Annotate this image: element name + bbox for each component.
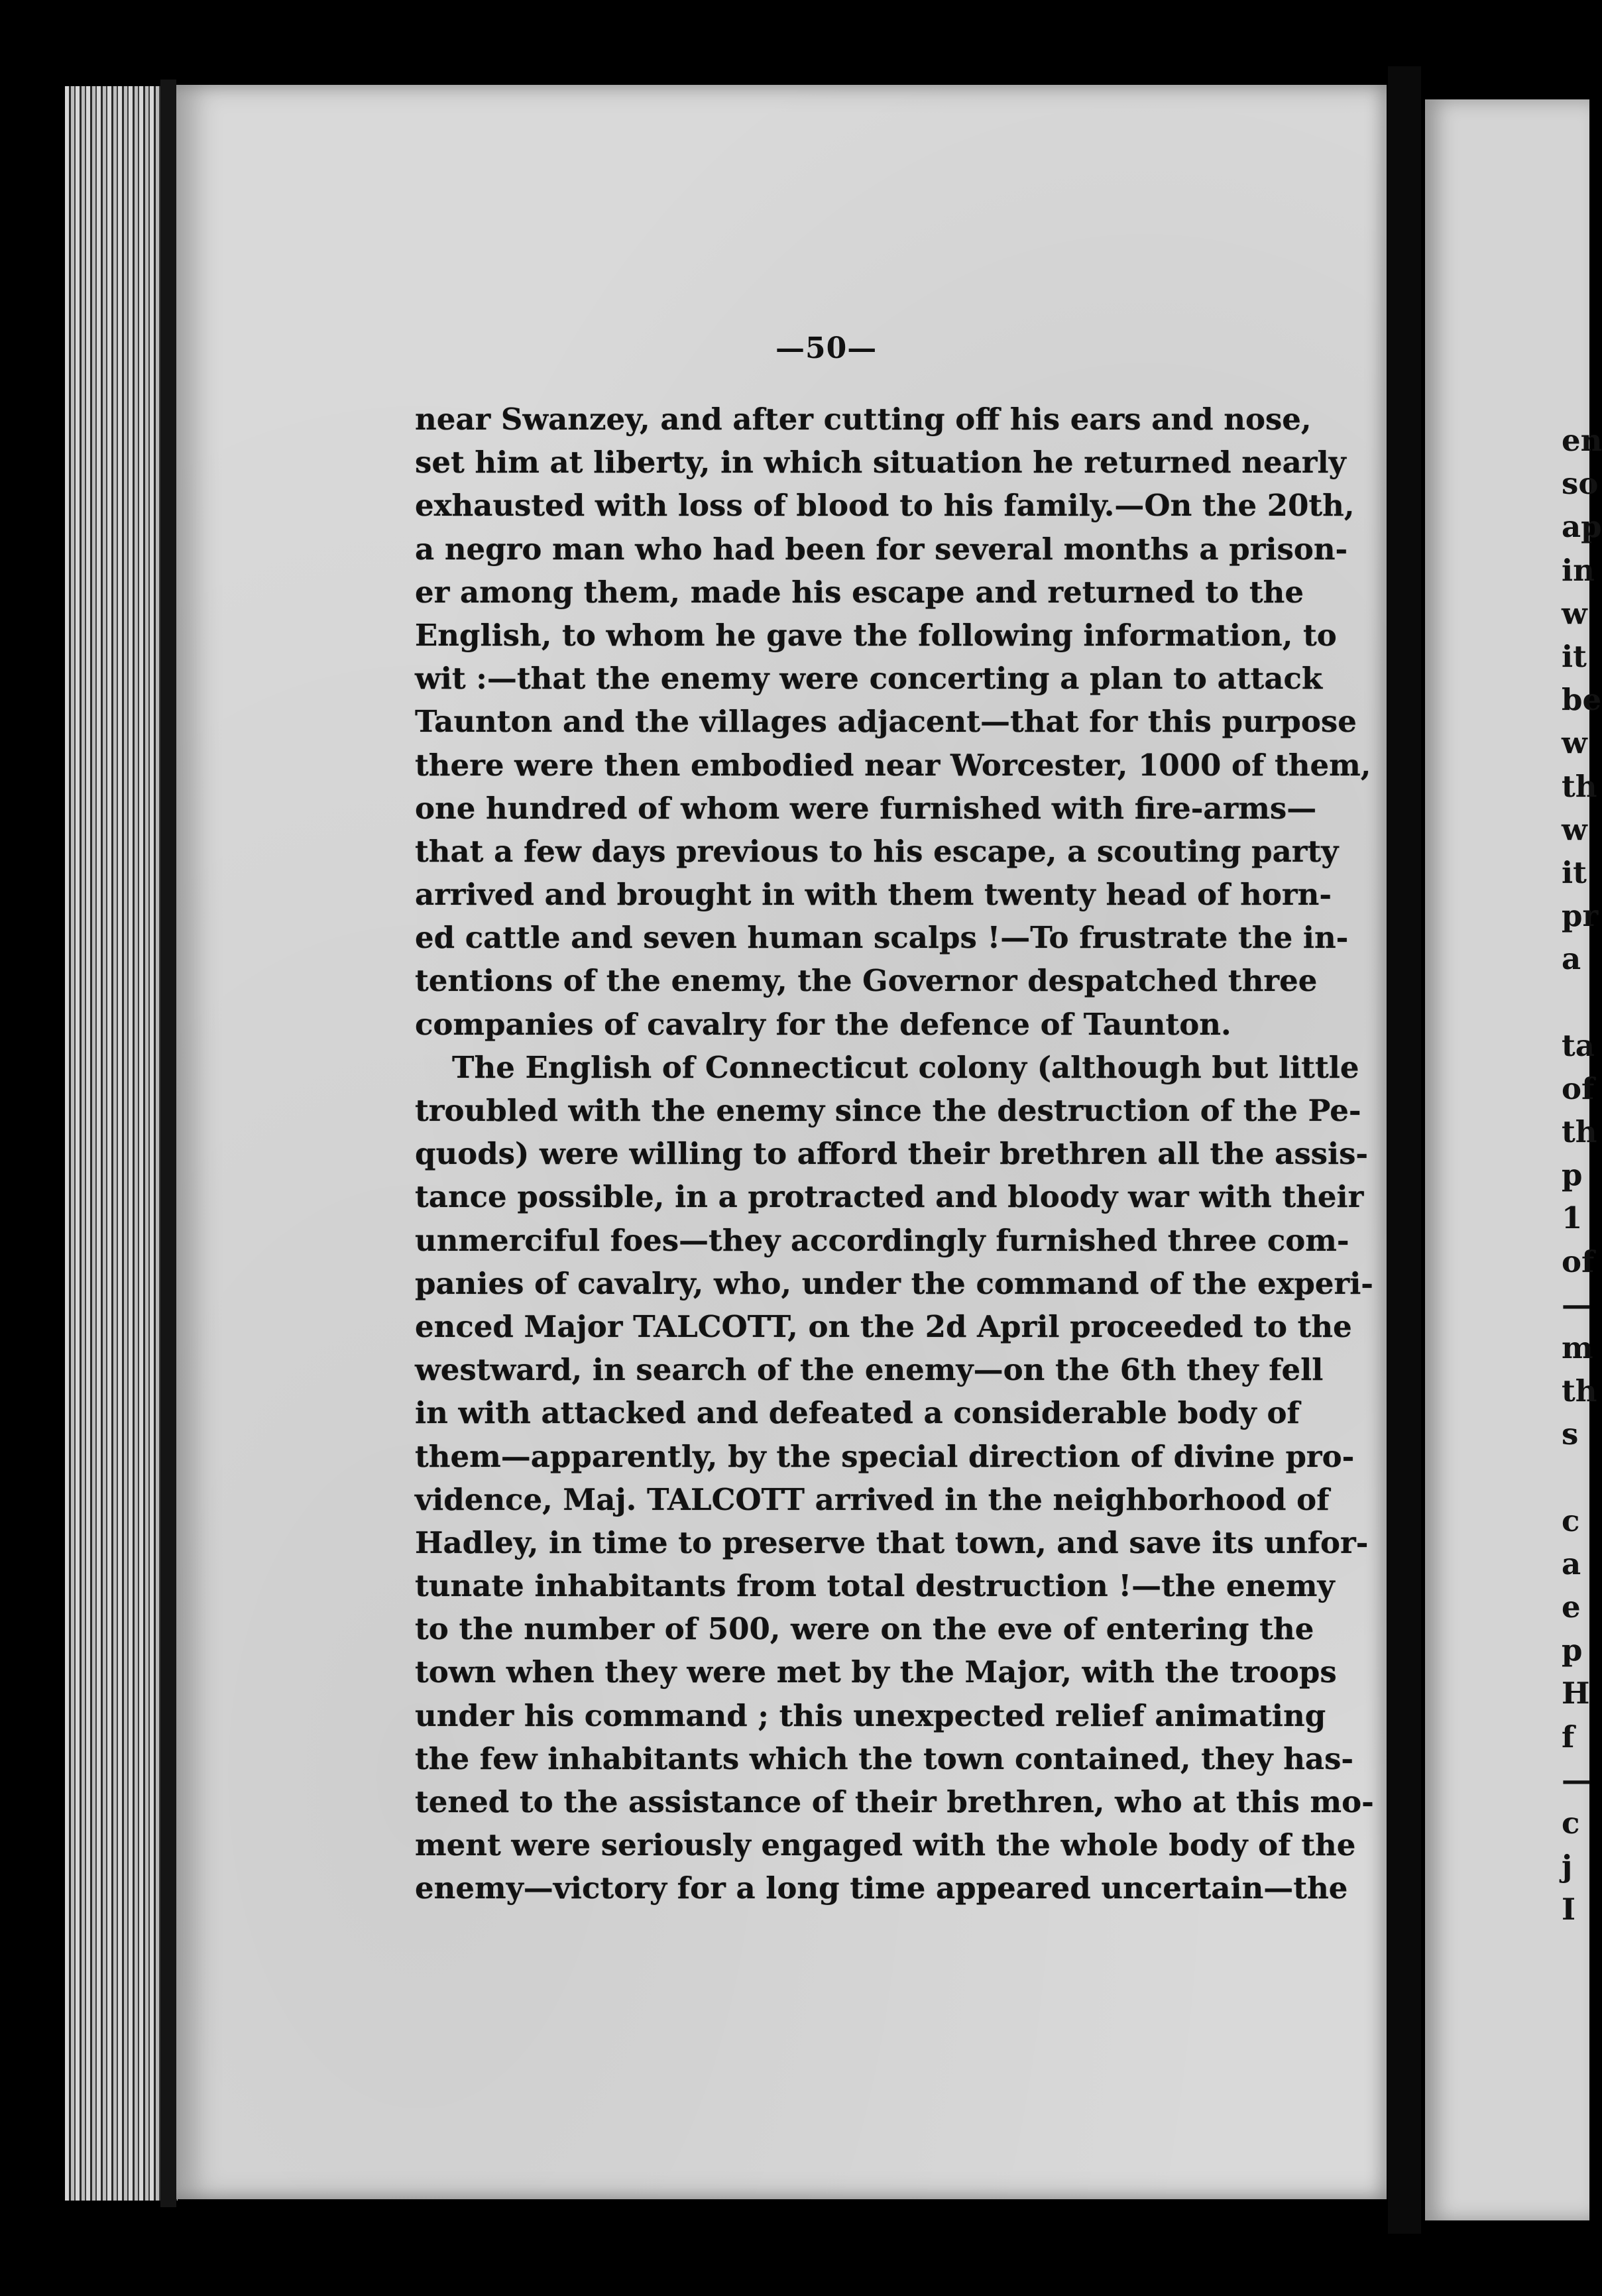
facing-text-fragment: pr — [1562, 898, 1599, 934]
text-line: Taunton and the villages adjacent—that for this purpose — [415, 704, 1357, 740]
facing-text-fragment: w — [1562, 595, 1587, 631]
text-line: Hadley, in time to preserve that town, and save its unfor- — [415, 1524, 1369, 1560]
text-line: a negro man who had been for several months a prison- — [415, 531, 1348, 567]
facing-text-fragment — [1562, 980, 1589, 1023]
facing-text-fragment: be — [1562, 682, 1602, 718]
facing-text-fragment: in — [1562, 552, 1595, 588]
facing-text-fragment: a — [1562, 941, 1581, 977]
facing-text-fragment: ap — [1562, 509, 1602, 545]
text-line: enemy—victory for a long time appeared uncertain—the — [415, 1870, 1348, 1906]
facing-text-fragment: — — [1562, 1287, 1591, 1322]
text-line: English, to whom he gave the following information, to — [415, 617, 1337, 653]
facing-text-fragment: e — [1562, 1589, 1581, 1625]
facing-page-text — [1562, 419, 1602, 1931]
text-line: vidence, Maj. TALCOTT arrived in the neighborhood of — [415, 1481, 1330, 1517]
facing-text-fragment: ta — [1562, 1027, 1595, 1063]
text-line: The English of Connecticut colony (although but little — [452, 1049, 1359, 1085]
text-line: in with attacked and defeated a considerable body of — [415, 1395, 1300, 1431]
facing-text-fragment: it — [1562, 854, 1587, 890]
text-line: westward, in search of the enemy—on the 6th they fell — [415, 1352, 1324, 1388]
text-line: quods) were willing to afford their brethren all the assis- — [415, 1136, 1369, 1172]
facing-text-fragment: j — [1562, 1849, 1573, 1884]
text-line: tened to the assistance of their brethren, who at this mo- — [415, 1784, 1374, 1819]
page-number: —50— — [775, 331, 878, 365]
facing-text-fragment: th — [1562, 1114, 1597, 1149]
facing-text-fragment: w — [1562, 725, 1587, 761]
facing-text-fragment: a — [1562, 1546, 1581, 1581]
facing-text-fragment: p — [1562, 1157, 1583, 1193]
text-line: tunate inhabitants from total destruction !—the enemy — [415, 1568, 1335, 1604]
text-line: ed cattle and seven human scalps !—To frustrate the in- — [415, 920, 1349, 956]
text-line: set him at liberty, in which situation he returned nearly — [415, 445, 1346, 481]
facing-text-fragment: c — [1562, 1806, 1580, 1841]
text-line: unmerciful foes—they accordingly furnished three com- — [415, 1222, 1349, 1258]
facing-text-fragment: 1 — [1562, 1200, 1583, 1236]
page-text — [415, 398, 1374, 1910]
text-line: there were then embodied near Worcester, 1000 of them, — [415, 747, 1371, 783]
book-gutter — [1388, 66, 1421, 2234]
facing-text-fragment: — — [1562, 1762, 1591, 1798]
text-line: one hundred of whom were furnished with fire-arms— — [415, 790, 1317, 826]
text-line: wit :—that the enemy were concerting a plan to attack — [415, 661, 1323, 697]
page-edges-shadow — [160, 80, 176, 2207]
text-line: troubled with the enemy since the destruction of the Pe- — [415, 1093, 1361, 1128]
facing-text-fragment: en — [1562, 423, 1602, 458]
facing-text-fragment: f — [1562, 1719, 1575, 1754]
text-line: under his command ; this unexpected relief animating — [415, 1697, 1326, 1733]
facing-text-fragment: th — [1562, 768, 1597, 804]
text-line: arrived and brought in with them twenty head of horn- — [415, 877, 1332, 913]
text-line: exhausted with loss of blood to his family.—On the 20th, — [415, 488, 1355, 524]
facing-text-fragment: w — [1562, 811, 1587, 847]
text-line: that a few days previous to his escape, a scouting party — [415, 833, 1339, 869]
text-line: them—apparently, by the special direction of divine pro- — [415, 1438, 1355, 1474]
text-line: the few inhabitants which the town contained, they has- — [415, 1741, 1354, 1776]
facing-text-fragment: H — [1562, 1676, 1590, 1711]
facing-text-fragment: s — [1562, 1416, 1579, 1452]
text-line: ment were seriously engaged with the whole body of the — [415, 1827, 1356, 1863]
facing-text-fragment: c — [1562, 1503, 1580, 1538]
facing-text-fragment — [1562, 1456, 1589, 1499]
text-line: enced Major TALCOTT, on the 2d April proceeded to the — [415, 1308, 1352, 1344]
text-line: panies of cavalry, who, under the command of the experi- — [415, 1265, 1373, 1301]
text-line: tentions of the enemy, the Governor despatched three — [415, 963, 1318, 999]
text-line: town when they were met by the Major, with the troops — [415, 1654, 1337, 1690]
text-line: companies of cavalry for the defence of Taunton. — [415, 1006, 1231, 1042]
text-line: near Swanzey, and after cutting off his ears and nose, — [415, 402, 1312, 437]
text-line: er among them, made his escape and returned to the — [415, 574, 1304, 610]
facing-text-fragment: it — [1562, 638, 1587, 674]
facing-text-fragment: th — [1562, 1373, 1597, 1409]
facing-text-fragment: m — [1562, 1330, 1593, 1365]
text-line: tance possible, in a protracted and bloody war with their — [415, 1179, 1364, 1215]
facing-text-fragment: I — [1562, 1892, 1576, 1927]
facing-text-fragment: so — [1562, 466, 1599, 502]
facing-text-fragment: of — [1562, 1070, 1595, 1106]
facing-text-fragment: p — [1562, 1633, 1583, 1668]
facing-text-fragment: of — [1562, 1243, 1595, 1279]
text-line: to the number of 500, were on the eve of entering the — [415, 1611, 1314, 1647]
